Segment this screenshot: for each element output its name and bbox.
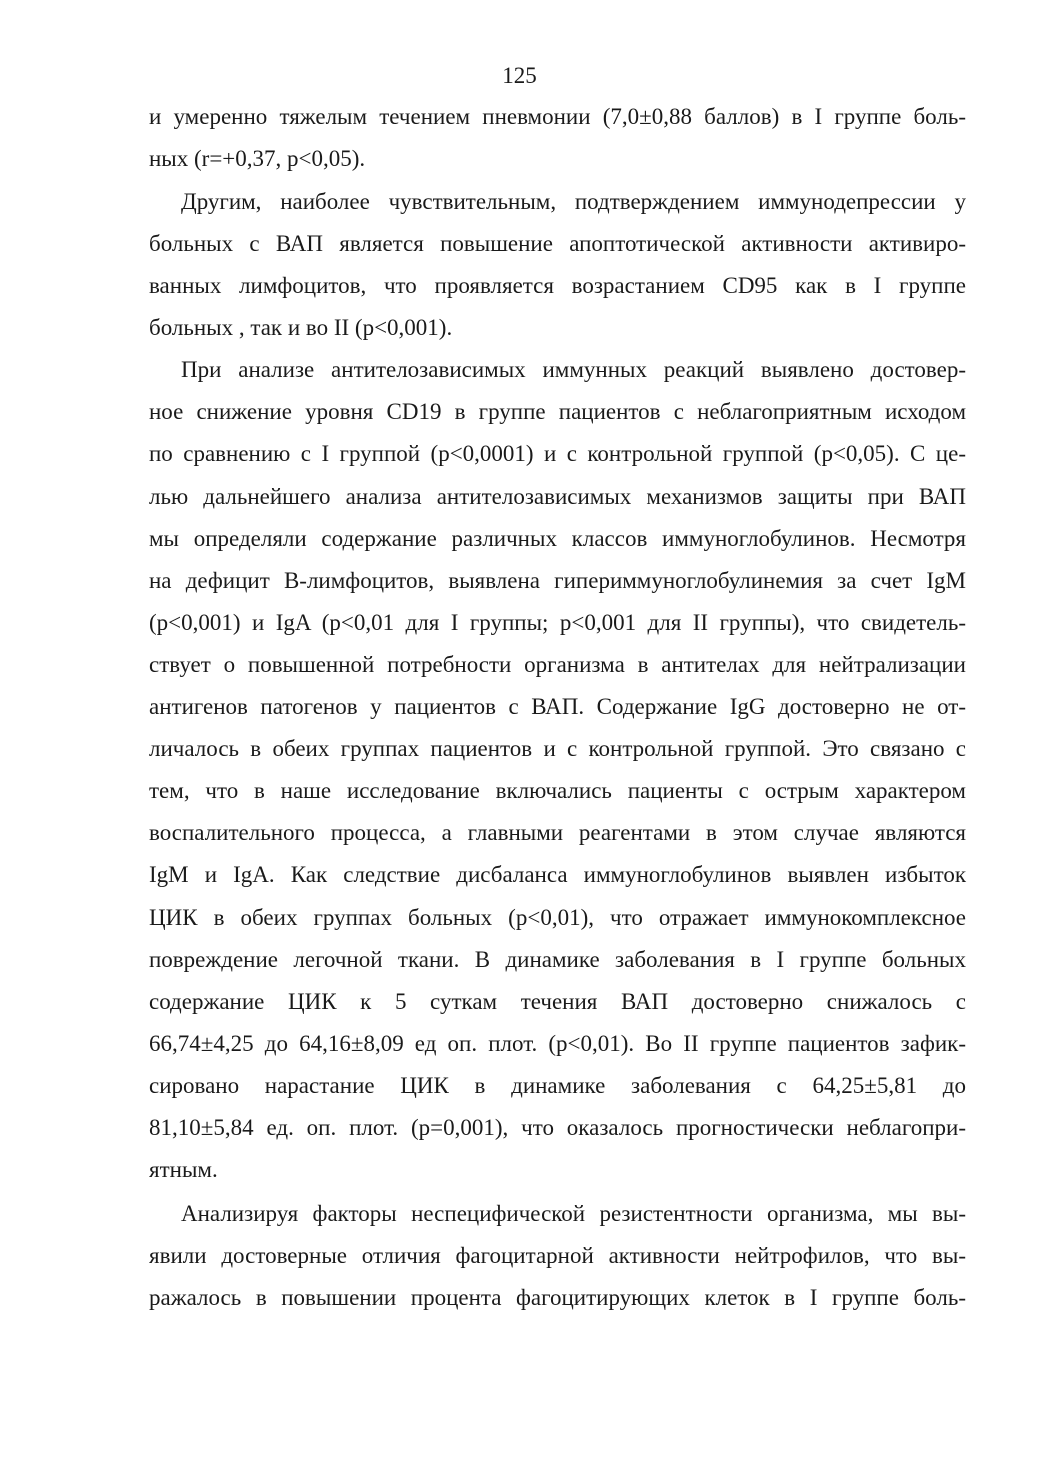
text-line: по сравнению с I группой (p<0,0001) и с контрольной группой (p<0,05). С це- [149,441,966,466]
text-line: ЦИК в обеих группах больных (p<0,01), что отражает иммунокомплексное [149,905,966,930]
text-line: повреждение легочной ткани. В динамике заболевания в I группе больных [149,947,966,972]
text-line: 81,10±5,84 ед. оп. плот. (p=0,001), что оказалось прогностически неблагопри- [149,1115,966,1140]
text-line: Анализируя факторы неспецифической резистентности организма, мы вы- [181,1201,966,1226]
text-line: ванных лимфоцитов, что проявляется возрастанием CD95 как в I группе [149,273,966,298]
text-line: Другим, наиболее чувствительным, подтверждением иммунодепрессии у [181,189,966,214]
text-line: 66,74±4,25 до 64,16±8,09 ед оп. плот. (p<0,01). Во II группе пациентов зафик- [149,1031,966,1056]
text-line: больных , так и во II (p<0,001). [149,315,453,340]
text-line: и умеренно тяжелым течением пневмонии (7,0±0,88 баллов) в I группе боль- [149,104,966,129]
text-line: ных (r=+0,37, p<0,05). [149,146,366,171]
text-line: на дефицит В-лимфоцитов, выявлена гипериммуноглобулинемия за счет IgM [149,568,966,593]
text-line: больных с ВАП является повышение апоптотической активности активиро- [149,231,966,256]
text-line: антигенов патогенов у пациентов с ВАП. Содержание IgG достоверно не от- [149,694,966,719]
text-line: содержание ЦИК к 5 суткам течения ВАП достоверно снижалось с [149,989,966,1014]
text-line: мы определяли содержание различных классов иммуноглобулинов. Несмотря [149,526,966,551]
text-line: тем, что в наше исследование включались пациенты с острым характером [149,778,966,803]
text-line: ствует о повышенной потребности организма в антителах для нейтрализации [149,652,966,677]
text-line: ное снижение уровня CD19 в группе пациентов с неблагоприятным исходом [149,399,966,424]
text-line: ражалось в повышении процента фагоцитирующих клеток в I группе боль- [149,1285,966,1310]
text-line: воспалительного процесса, а главными реагентами в этом случае являются [149,820,966,845]
text-line: ятным. [149,1157,218,1182]
text-line: сировано нарастание ЦИК в динамике заболевания с 64,25±5,81 до [149,1073,966,1098]
text-line: При анализе антителозависимых иммунных реакций выявлено достовер- [181,357,966,382]
text-line: IgM и IgA. Как следствие дисбаланса иммуноглобулинов выявлен избыток [149,862,966,887]
text-line: лью дальнейшего анализа антителозависимых механизмов защиты при ВАП [149,484,966,509]
text-line: (p<0,001) и IgA (p<0,01 для I группы; p<0,001 для II группы), что свидетель- [149,610,966,635]
page-number: 125 [502,63,537,88]
text-line: личалось в обеих группах пациентов и с контрольной группой. Это связано с [149,736,966,761]
text-line: явили достоверные отличия фагоцитарной активности нейтрофилов, что вы- [149,1243,966,1268]
